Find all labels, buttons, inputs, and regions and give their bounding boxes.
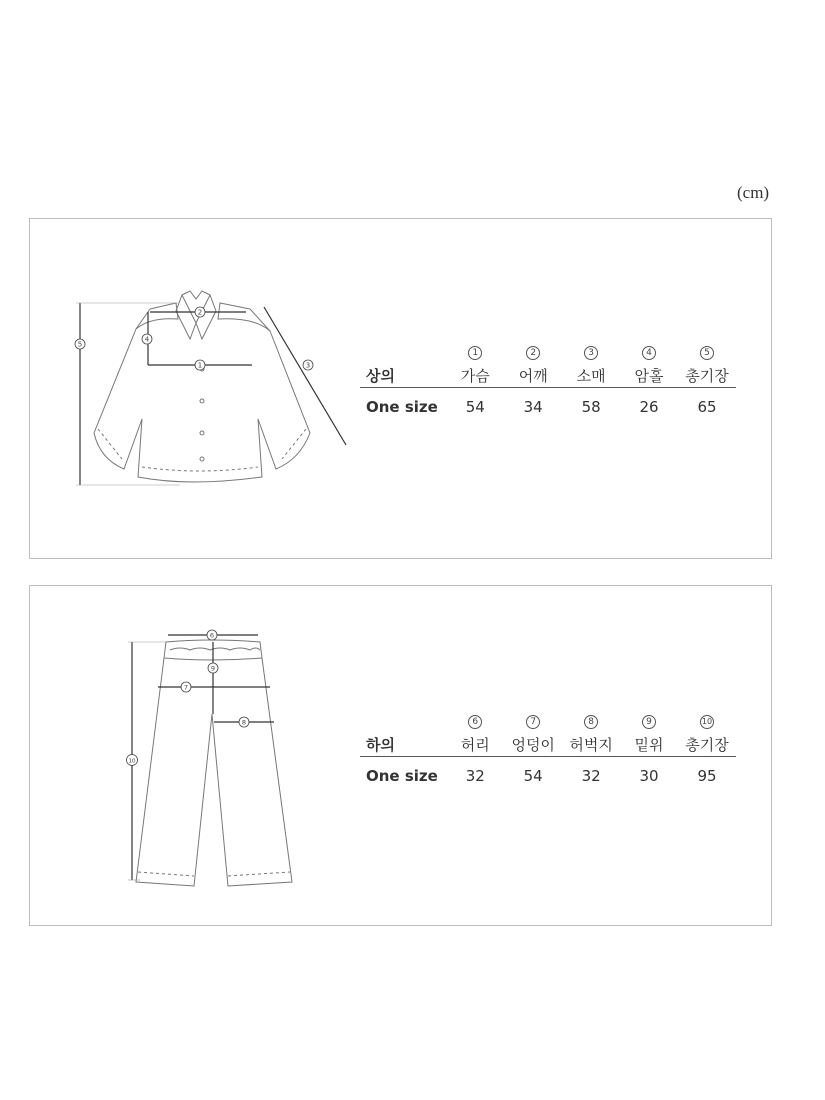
- bottom-col-label: 밑위: [620, 732, 678, 757]
- bottom-col-number: 6: [468, 715, 482, 729]
- bottom-col-label: 허벅지: [562, 732, 620, 757]
- top-value: 54: [465, 398, 485, 416]
- pants-measure-markers: [127, 630, 250, 766]
- top-col-label: 소매: [562, 363, 620, 388]
- top-category-label: 상의: [360, 363, 446, 388]
- top-size-label: One size: [366, 398, 438, 416]
- top-size-table: [360, 341, 736, 426]
- top-value: 58: [581, 398, 601, 416]
- bottom-col-number: 10: [700, 715, 714, 729]
- bottom-col-number: 7: [526, 715, 540, 729]
- marker-4: 4: [144, 335, 150, 344]
- top-header-row: [360, 363, 736, 388]
- marker-8: 8: [241, 718, 247, 727]
- bottom-col-number: 9: [642, 715, 656, 729]
- top-value: 34: [523, 398, 543, 416]
- top-size-panel: [29, 218, 772, 559]
- top-value-row: [360, 388, 736, 427]
- bottom-col-number: 8: [584, 715, 598, 729]
- top-col-number: 3: [584, 346, 598, 360]
- bottom-value: 30: [639, 767, 659, 785]
- top-value: 65: [697, 398, 717, 416]
- bottom-size-label: One size: [366, 767, 438, 785]
- top-col-label: 암홀: [620, 363, 678, 388]
- top-col-label: 어깨: [504, 363, 562, 388]
- marker-7: 7: [183, 683, 189, 692]
- marker-2: 2: [197, 308, 203, 317]
- top-number-row: [360, 341, 736, 363]
- top-value: 26: [639, 398, 659, 416]
- marker-5: 5: [77, 340, 83, 349]
- shirt-diagram: [30, 219, 360, 560]
- marker-1: 1: [197, 361, 203, 370]
- pants-diagram: [30, 586, 360, 927]
- bottom-value: 95: [697, 767, 717, 785]
- top-col-number: 1: [468, 346, 482, 360]
- bottom-size-panel: [29, 585, 772, 926]
- bottom-value: 32: [581, 767, 601, 785]
- marker-10: 10: [128, 758, 136, 765]
- top-col-number: 2: [526, 346, 540, 360]
- marker-6: 6: [209, 631, 215, 640]
- bottom-size-table: [360, 710, 736, 795]
- top-col-number: 4: [642, 346, 656, 360]
- top-col-number: 5: [700, 346, 714, 360]
- bottom-number-row: [360, 710, 736, 732]
- top-col-label: 가슴: [446, 363, 504, 388]
- marker-3: 3: [305, 361, 311, 370]
- top-col-label: 총기장: [678, 363, 736, 388]
- bottom-col-label: 엉덩이: [504, 732, 562, 757]
- bottom-header-row: [360, 732, 736, 757]
- bottom-category-label: 하의: [360, 732, 446, 757]
- bottom-col-label: 총기장: [678, 732, 736, 757]
- bottom-value-row: [360, 757, 736, 796]
- bottom-value: 54: [523, 767, 543, 785]
- marker-9: 9: [210, 664, 216, 673]
- bottom-col-label: 허리: [446, 732, 504, 757]
- shirt-measure-markers: [75, 307, 313, 370]
- bottom-value: 32: [465, 767, 485, 785]
- unit-label: (cm): [737, 183, 770, 202]
